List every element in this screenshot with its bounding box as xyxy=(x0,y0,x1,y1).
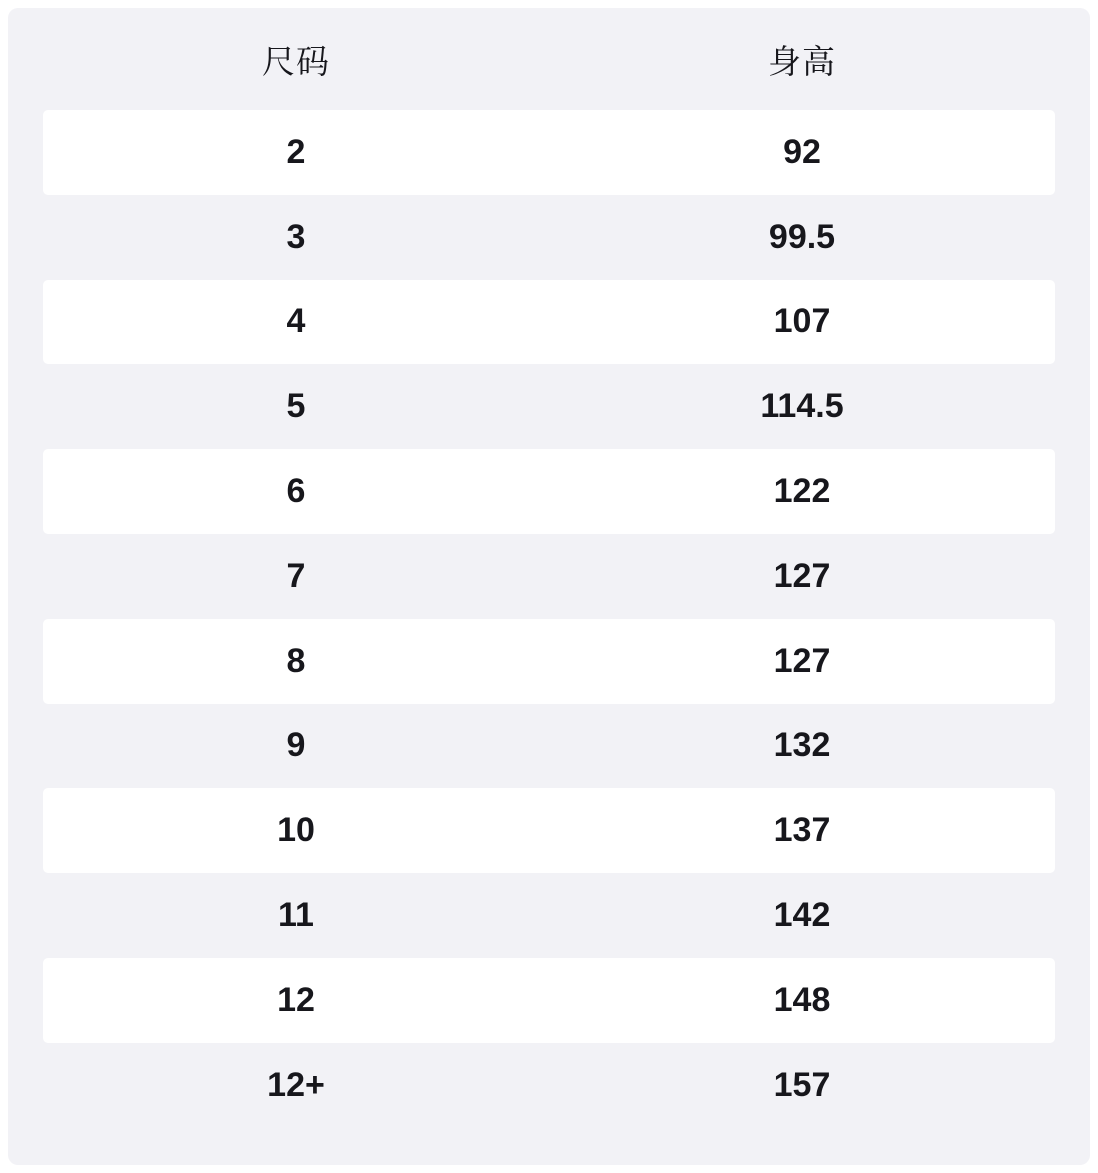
size-cell: 8 xyxy=(286,641,306,680)
size-cell: 10 xyxy=(277,811,315,850)
table-row xyxy=(43,619,1055,704)
table-row xyxy=(43,110,1055,195)
table-row xyxy=(43,449,1055,534)
table-row xyxy=(43,873,1055,958)
height-cell: 132 xyxy=(773,726,831,765)
table-header-row xyxy=(8,8,1090,110)
size-cell: 6 xyxy=(286,472,306,511)
height-cell: 127 xyxy=(773,641,831,680)
table-row xyxy=(43,364,1055,449)
height-cell: 127 xyxy=(773,556,831,595)
height-cell: 142 xyxy=(773,896,831,935)
height-cell: 92 xyxy=(783,132,821,171)
height-cell: 157 xyxy=(773,1065,831,1104)
size-cell: 7 xyxy=(286,556,306,595)
height-cell: 114.5 xyxy=(760,387,844,426)
table-body xyxy=(8,110,1090,1128)
size-cell: 5 xyxy=(286,387,306,426)
height-cell: 99.5 xyxy=(768,217,836,256)
size-cell: 2 xyxy=(286,132,306,171)
size-column-header: 尺码 xyxy=(262,42,330,80)
height-column-header: 身高 xyxy=(768,42,836,80)
size-cell: 9 xyxy=(286,726,306,765)
size-cell: 11 xyxy=(278,896,314,935)
size-cell: 4 xyxy=(286,302,306,341)
size-cell: 3 xyxy=(286,217,306,256)
height-cell: 148 xyxy=(773,980,831,1019)
table-row xyxy=(43,958,1055,1043)
table-row xyxy=(43,704,1055,789)
table-row xyxy=(43,280,1055,365)
height-cell: 137 xyxy=(773,811,831,850)
table-row xyxy=(43,1043,1055,1128)
size-cell: 12 xyxy=(277,980,315,1019)
table-row xyxy=(43,534,1055,619)
size-cell: 12+ xyxy=(267,1065,325,1104)
size-chart-panel xyxy=(8,8,1090,1165)
table-row xyxy=(43,195,1055,280)
height-cell: 122 xyxy=(773,472,831,511)
table-row xyxy=(43,788,1055,873)
height-cell: 107 xyxy=(773,302,831,341)
